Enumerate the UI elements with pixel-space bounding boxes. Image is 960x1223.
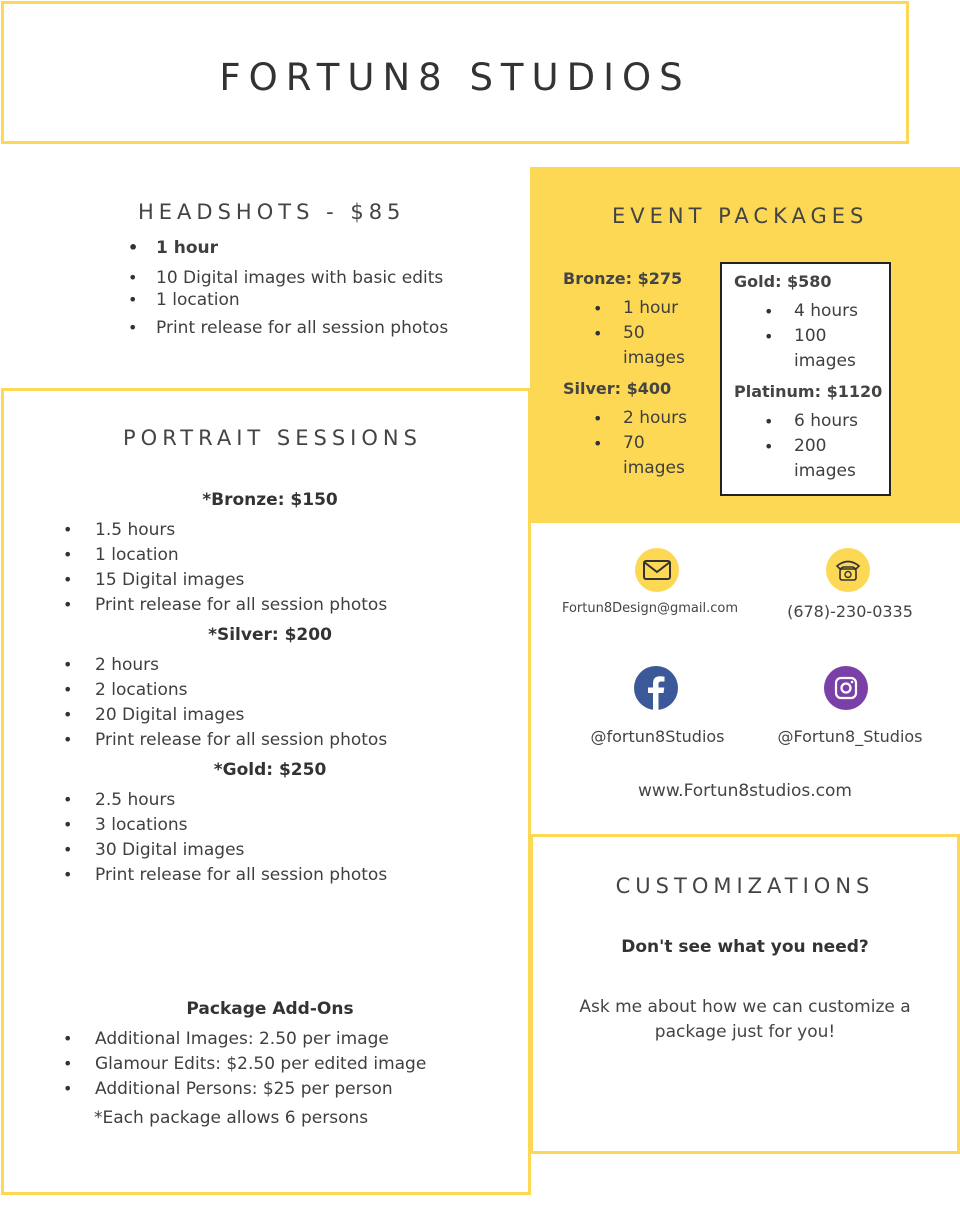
portrait-sessions-title: PORTRAIT SESSIONS [123, 426, 422, 450]
event-tier-silver: Silver: $400 [563, 379, 672, 398]
list-item: • 3 locations [63, 813, 387, 838]
package-addons-list [63, 1027, 426, 1102]
customizations-box [530, 834, 960, 1154]
answer-line-2: package just for you! [654, 1022, 836, 1042]
list-item: • 1 hour [128, 236, 448, 262]
portrait-gold-list [63, 788, 387, 888]
image-label: images [794, 461, 856, 481]
instagram-handle[interactable]: @Fortun8_Studios [777, 727, 923, 746]
list-item: • Glamour Edits: $2.50 per edited image [63, 1052, 426, 1077]
customizations-question: Don't see what you need? [621, 937, 869, 957]
list-item: • Print release for all session photos [128, 316, 448, 342]
list-item: • 15 Digital images [63, 568, 387, 593]
list-item: • Print release for all session photos [63, 593, 387, 618]
portrait-tier-gold: *Gold: $250 [213, 760, 327, 780]
gold-platinum-box [720, 262, 891, 496]
event-bronze-list [593, 296, 685, 371]
image-count: • 100 [794, 326, 827, 346]
list-item: • 6 hours [764, 409, 858, 434]
instagram-icon[interactable] [824, 666, 868, 710]
contact-box [530, 523, 960, 833]
package-addons-title: Package Add-Ons [186, 999, 354, 1019]
list-item: • 2 hours [63, 653, 387, 678]
image-count: • 70 [623, 433, 645, 453]
headshots-list [128, 236, 448, 340]
event-packages-title: EVENT PACKAGES [612, 204, 869, 228]
list-item: • 30 Digital images [63, 838, 387, 863]
list-item: • 1.5 hours [63, 518, 387, 543]
list-item: • 20 Digital images [63, 703, 387, 728]
portrait-silver-list [63, 653, 387, 753]
list-item [593, 431, 687, 481]
list-item: • Print release for all session photos [63, 728, 387, 753]
title-box [1, 1, 909, 144]
portrait-bronze-list [63, 518, 387, 618]
list-item: • Print release for all session photos [63, 863, 387, 888]
headshots-title: HEADSHOTS - $85 [138, 200, 406, 224]
list-item: • 2.5 hours [63, 788, 387, 813]
answer-line-1: Ask me about how we can customize a [579, 997, 911, 1017]
list-item: • 10 Digital images with basic edits [128, 266, 448, 292]
list-item [764, 434, 858, 484]
email-text[interactable]: Fortun8Design@gmail.com [561, 601, 739, 616]
event-gold-list [764, 299, 858, 374]
image-count: • 50 [623, 323, 645, 343]
list-item: • Additional Persons: $25 per person [63, 1077, 426, 1102]
customizations-answer [553, 995, 937, 1045]
event-tier-platinum: Platinum: $1120 [734, 382, 883, 401]
list-item: • 2 hours [593, 406, 687, 431]
list-item: • 1 location [128, 288, 448, 314]
website-link[interactable]: www.Fortun8studios.com [638, 781, 852, 801]
image-label: images [794, 351, 856, 371]
image-count: • 200 [794, 436, 827, 456]
event-tier-bronze: Bronze: $275 [563, 269, 683, 288]
list-item [593, 321, 685, 371]
list-item: • 1 hour [593, 296, 685, 321]
event-platinum-list [764, 409, 858, 484]
event-tier-gold: Gold: $580 [734, 272, 832, 291]
addons-note: *Each package allows 6 persons [94, 1108, 369, 1128]
brand-title: FORTUN8 STUDIOS [219, 56, 691, 99]
list-item: • 1 location [63, 543, 387, 568]
phone-icon [826, 548, 870, 592]
customizations-title: CUSTOMIZATIONS [615, 874, 875, 898]
image-label: images [623, 348, 685, 368]
phone-text[interactable]: (678)-230-0335 [787, 602, 913, 621]
email-icon [635, 548, 679, 592]
list-item: • 2 locations [63, 678, 387, 703]
event-packages-box [530, 167, 960, 523]
event-silver-list [593, 406, 687, 481]
image-label: images [623, 458, 685, 478]
facebook-icon[interactable] [634, 666, 678, 710]
list-item: • 4 hours [764, 299, 858, 324]
portrait-tier-bronze: *Bronze: $150 [202, 490, 338, 510]
portrait-tier-silver: *Silver: $200 [208, 625, 332, 645]
list-item: • Additional Images: 2.50 per image [63, 1027, 426, 1052]
facebook-handle[interactable]: @fortun8Studios [590, 727, 725, 746]
list-item [764, 324, 858, 374]
